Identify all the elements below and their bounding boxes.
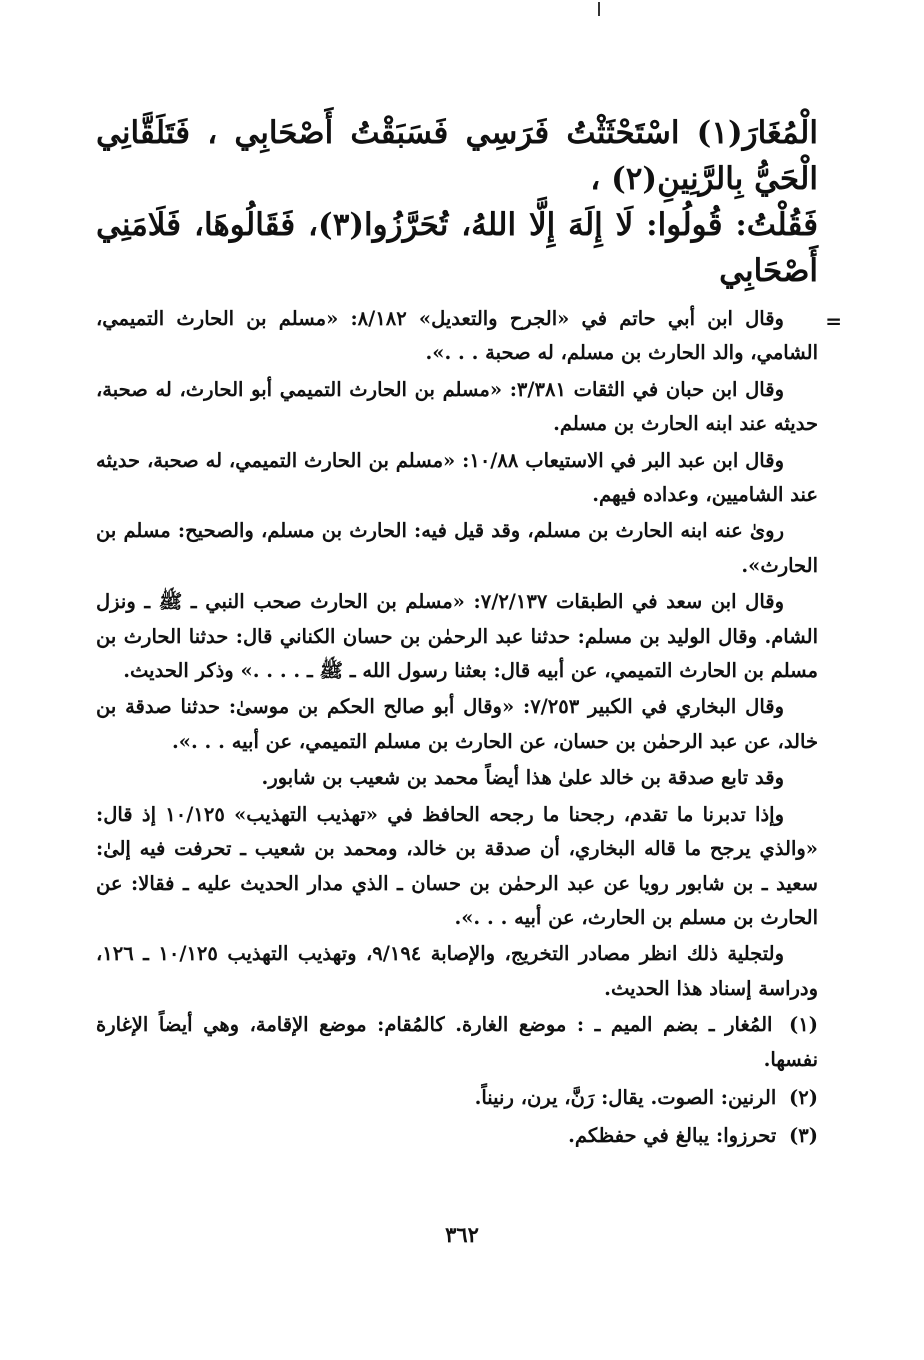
hadith-text xyxy=(96,110,818,294)
hadith-line-1: الْمُغَارَ(١) اسْتَحْثَثْتُ فَرَسِي فَسَبَقْتُ أَصْحَابِي ، فَتَلَقَّانِي الْحَيُّ بِالرَّنِينِ(٢) ، xyxy=(96,115,818,197)
footnote-number: (١) xyxy=(789,1013,818,1037)
continuation-mark: = xyxy=(825,309,842,333)
note-paragraph: ولتجلية ذلك انظر مصادر التخريج، والإصابة ٩/١٩٤، وتهذيب التهذيب ١٠/١٢٥ ـ ١٢٦، ودراسة إسناد هذا الحديث. xyxy=(96,942,818,1000)
note-paragraph: وقال ابن سعد في الطبقات ٧/٢/١٣٧: «مسلم بن الحارث صحب النبي ـ ﷺ ـ ونزل الشام. وقال الوليد بن مسلم: حدثنا عبد الرحمٰن بن حسان الكناني قال: حدثنا الحارث بن مسلم بن الحارث التميمي، عن أبيه قال: بعثنا رسول الله ـ ﷺ ـ . . . .» وذكر الحديث. xyxy=(96,590,818,683)
note-paragraph: وقال ابن أبي حاتم في «الجرح والتعديل» ٨/١٨٢: «مسلم بن الحارث التميمي، الشامي، والد الحارث بن مسلم، له صحبة . . .». xyxy=(96,307,818,365)
footnote-text: المُغار ـ بضم الميم ـ : موضع الغارة. كالمُقام: موضع الإقامة، وهي أيضاً الإغارة نفسها. xyxy=(96,1013,818,1071)
note-paragraph: وقال البخاري في الكبير ٧/٢٥٣: «وقال أبو صالح الحكم بن موسىٰ: حدثنا صدقة بن خالد، عن عبد الرحمٰن بن حسان، عن الحارث بن مسلم التميمي، عن أبيه . . .». xyxy=(96,695,818,753)
note-paragraph: وقال ابن حبان في الثقات ٣/٣٨١: «مسلم بن الحارث التميمي أبو الحارث، له صحبة، حديثه عند ابنه الحارث بن مسلم. xyxy=(96,377,818,436)
note-paragraph: وقال ابن عبد البر في الاستيعاب ١٠/٨٨: «مسلم بن الحارث التميمي، له صحبة، حديثه عند الشاميين، وعداده فيهم. xyxy=(96,448,818,507)
footnote-number: (٣) xyxy=(789,1124,818,1148)
commentary-notes xyxy=(96,302,842,1006)
note-paragraph: وقد تابع صدقة بن خالد علىٰ هذا أيضاً محمد بن شعيب بن شابور. xyxy=(261,766,784,790)
footnote-item xyxy=(96,1119,818,1153)
footnote-item xyxy=(96,1081,818,1115)
hadith-line-2: فَقُلْتُ: قُولُوا: لَا إِلَهَ إِلَّا اللهُ، تُحَرَّزُوا(٣)، فَقَالُوهَا، فَلَامَنِي أَصْحَابِي xyxy=(96,207,819,289)
note-paragraph: روىٰ عنه ابنه الحارث بن مسلم، وقد قيل فيه: الحارث بن مسلم، والصحيح: مسلم بن الحارث». xyxy=(96,519,818,577)
page-number: ٣٦٢ xyxy=(445,1222,479,1247)
footnote-text: الرنين: الصوت. يقال: رَنَّ، يرن، رنيناً. xyxy=(474,1085,777,1109)
footnote-text: تحرزوا: يبالغ في حفظكم. xyxy=(568,1124,777,1148)
note-paragraph: وإذا تدبرنا ما تقدم، رجحنا ما رجحه الحافظ في «تهذيب التهذيب» ١٠/١٢٥ إذ قال: «والذي يرجح ما قاله البخاري، أن صدقة بن خالد، ومحمد بن شعيب ـ تحرفت فيه إلىٰ: سعيد ـ بن شابور رويا عن عبد الرحمٰن بن حسان ـ الذي مدار الحديث عليه ـ فقالا: عن الحارث بن مسلم بن الحارث، عن أبيه . . .». xyxy=(96,802,818,929)
scan-mark xyxy=(598,2,600,16)
footnote-number: (٢) xyxy=(789,1085,818,1109)
footnotes xyxy=(96,1008,818,1154)
page-body xyxy=(96,110,842,1158)
footnote-item xyxy=(96,1008,818,1077)
